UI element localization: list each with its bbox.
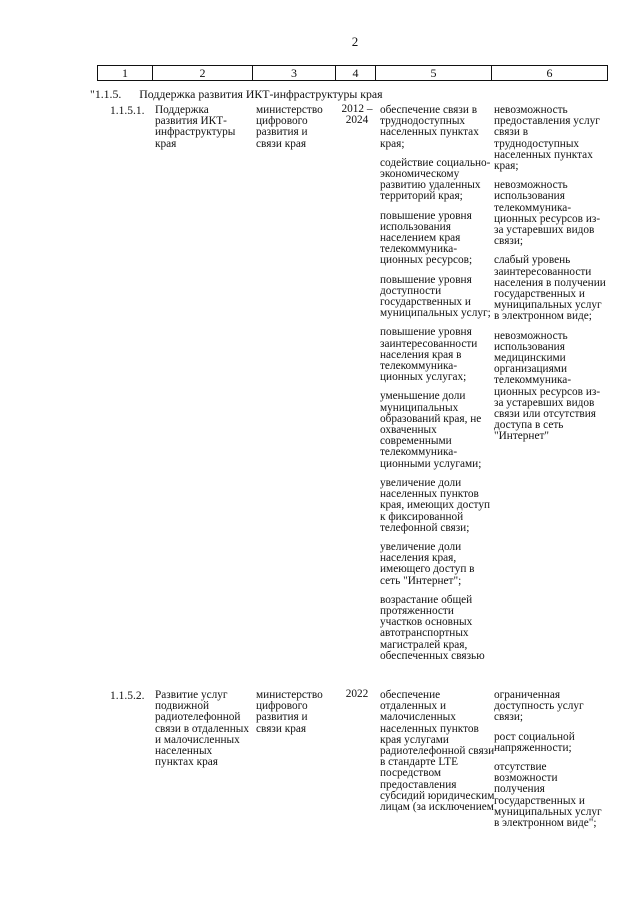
row-1-period: 2012 – 2024 bbox=[341, 103, 373, 127]
row-2-period: 2022 bbox=[345, 688, 369, 700]
row-1-consequence-item: невозможность использования телекоммуника-ционных ресурсов из-за устаревших видов связи; bbox=[494, 179, 601, 248]
header-col-5: 5 bbox=[375, 65, 492, 81]
row-1-name: Поддержка развития ИКТ-инфраструктуры края bbox=[155, 104, 236, 150]
page-number: 2 bbox=[351, 34, 359, 49]
row-1-result-item: содействие социально-экономическому развитию удаленных территорий края; bbox=[380, 156, 491, 203]
header-col-2: 2 bbox=[152, 65, 253, 81]
row-1-consequence-item: невозможность предоставления услуг связи в труднодоступных населенных пунктах края; bbox=[494, 104, 600, 173]
row-1-result-item: повышение уровня заинтересованности населения края в телекоммуника-ционных услугах; bbox=[380, 326, 478, 384]
row-2-executor: министерство цифрового развития и связи края bbox=[256, 689, 323, 735]
row-1-consequence-item: невозможность использования медицинскими организациями телекоммуника-ционных ресурсов из-за устаревших видов связи или отсутствия доступа в сеть "Интернет" bbox=[494, 329, 601, 443]
row-2-consequence-item: отсутствие возможности получения государственных и муниципальных услуг в электронном виде"; bbox=[494, 761, 602, 830]
row-2-results bbox=[380, 690, 495, 821]
row-2-consequence-item: ограниченная доступность услуг связи; bbox=[494, 689, 584, 724]
section-heading bbox=[90, 88, 383, 101]
header-col-3: 3 bbox=[252, 65, 336, 81]
header-col-1: 1 bbox=[97, 65, 153, 81]
row-1-result-item: повышение уровня использования населением края телекоммуника-ционных ресурсов; bbox=[380, 209, 473, 267]
row-2-number: 1.1.5.2. bbox=[110, 690, 145, 702]
row-1-result-item: повышение уровня доступности государственных и муниципальных услуг; bbox=[380, 273, 491, 320]
row-2-name: Развитие услуг подвижной радиотелефонной связи в отдаленных и малочисленных населенных пунктах края bbox=[155, 689, 250, 769]
row-2-consequences bbox=[494, 690, 609, 837]
header-col-4: 4 bbox=[335, 65, 376, 81]
row-1-results bbox=[380, 105, 495, 670]
row-1-result-item: уменьшение доли муниципальных образований края, не охваченных современными телекоммуника-ционными услугами; bbox=[380, 390, 482, 470]
row-1-number: 1.1.5.1. bbox=[110, 105, 145, 117]
row-1-consequences bbox=[494, 105, 609, 451]
row-1-result-item: обеспечение связи в труднодоступных населенных пунктах края; bbox=[380, 104, 479, 150]
row-1-result-item: увеличение доли населения края, имеющего доступ в сеть "Интернет"; bbox=[380, 540, 475, 587]
row-1-executor: министерство цифрового развития и связи края bbox=[256, 104, 323, 150]
row-2-result-item: обеспечение отдаленных и малочисленных населенных пунктов края услугами радиотелефонной связи в стандарте LTE посредством предоставления субсидий юридическим лицам (за исключением bbox=[380, 689, 495, 814]
row-1-result-item: увеличение доли населенных пунктов края, имеющих доступ к фиксированной телефонной связи; bbox=[380, 476, 491, 534]
header-col-6: 6 bbox=[491, 65, 608, 81]
section-number: "1.1.5. bbox=[90, 87, 122, 101]
row-1-consequence-item: слабый уровень заинтересованности населения в получении государственных и муниципальных услуг в электронном виде; bbox=[494, 254, 606, 323]
row-2-consequence-item: рост социальной напряженности; bbox=[494, 730, 575, 754]
section-title: Поддержка развития ИКТ-инфраструктуры края bbox=[139, 87, 383, 101]
row-1-result-item: возрастание общей протяженности участков основных автотранспортных магистралей края, обеспеченных связью bbox=[380, 593, 485, 662]
